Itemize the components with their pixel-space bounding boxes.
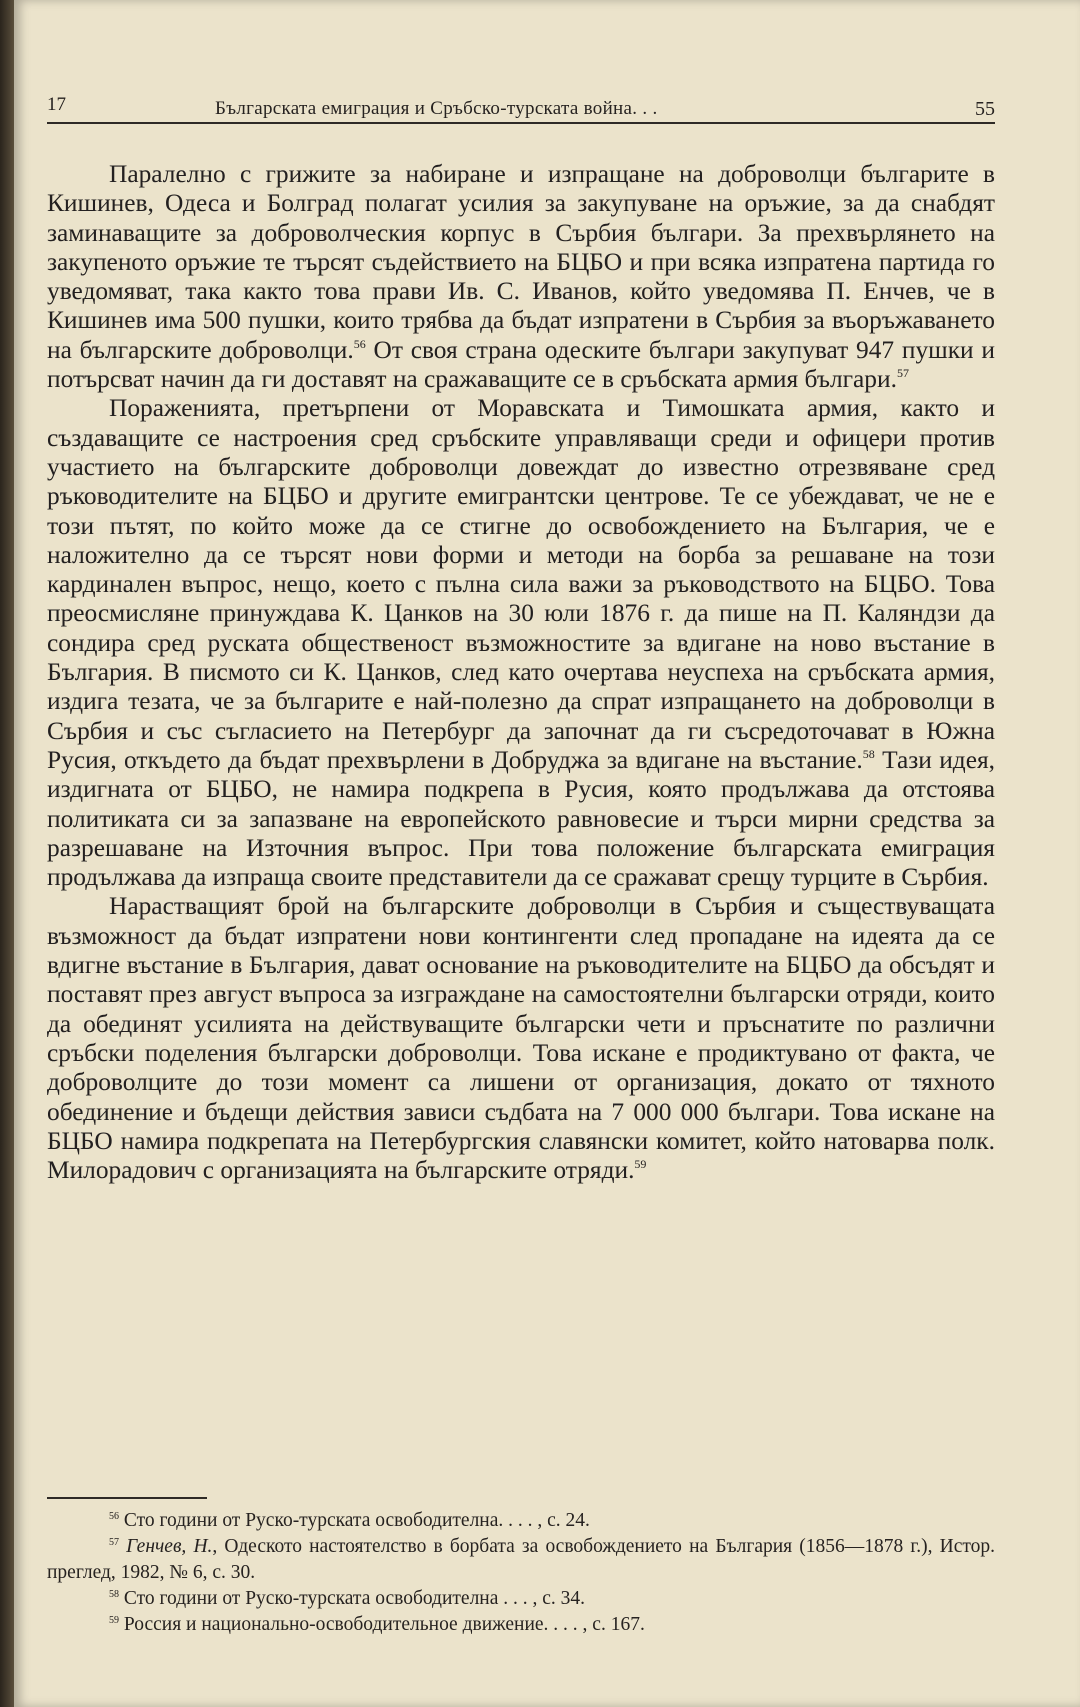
footnote-text: Россия и национально-освободительное движение. . . . , с. 167. — [123, 1614, 645, 1635]
paragraph-text: Паралелно с грижите за набиране и изпращане на доброволци българите в Кишинев, Одеса и Болград полагат усилия за закупуване на оръжие, за да снабдят заминаващите за доброволческия корпус в Сърбия българи. За прехвърлянето на закупеното оръжие те търсят съдействието на БЦБО и при всяка изпратена партида го уведомяват, така както това прави Ив. С. Иванов, който уведомява П. Енчев, че в Кишинев има 500 пушки, които трябва да бъдат изпратени в Сърбия за въоръжаването на българските доброволци. — [47, 160, 995, 364]
main-text — [47, 160, 995, 1185]
footnote-ref-59: 59 — [634, 1157, 647, 1172]
paragraph-1 — [47, 160, 995, 394]
footnote-text: , Одеското настоятелство в борбата за освобождението на България (1856—1878 г.), Истор. преглед, 1982, № 6, с. 30. — [47, 1536, 995, 1583]
footnote-56 — [47, 1508, 995, 1534]
footnote-author: Генчев, Н. — [126, 1536, 213, 1557]
footnote-number: 58 — [109, 1589, 119, 1600]
footnotes — [47, 1508, 995, 1638]
footnote-ref-58: 58 — [862, 746, 875, 761]
footnote-separator — [47, 1497, 207, 1499]
running-title: Българската емиграция и Сръбско-турската война. . . — [215, 98, 658, 119]
paragraph-text: Нарастващият брой на българските доброволци в Сърбия и съществуващата възможност да бъдат изпратени нови контингенти след пропадане на идеята да се вдигне въстание в България, дават основание на ръководителите на БЦБО да обсъдят и поставят през август въпроса за изграждане на самостоятелни български отряди, които да обединят усилията на действуващите български чети и пръснатите по различни сръбски поделения български доброволци. Това искане е продиктувано от факта, че доброволците до този момент са лишени от организация, докато от тяхното обединение и бъдещи действия зависи съдбата на 7 000 000 българи. Това искане на БЦБО намира подкрепата на Петербургския славянски комитет, който натоварва полк. Милорадович с организацията на българските отряди. — [47, 892, 995, 1185]
footnote-number: 57 — [109, 1537, 119, 1548]
book-spine-shadow — [0, 0, 14, 1707]
footnote-58 — [47, 1586, 995, 1612]
paragraph-text: Пораженията, претърпени от Моравската и Тимошката армия, както и създаващите се настроения сред сръбските управляващи среди и офицери против участието на българските доброволци довеждат до известно отрезвяване сред ръководителите на БЦБО и другите емигрантски центрове. Те се убеждават, че не е този пътят, по който може да се стигне до освобождението на България, че е наложително да се търсят нови форми и методи на борба за решаване на този кардинален въпрос, нещо, което с пълна сила важи за ръководството на БЦБО. Това преосмисляне принуждава К. Цанков на 30 юли 1876 г. да пише на П. Каляндзи да сондира сред руската общественост възможностите за вдигане на ново въстание в България. В писмото си К. Цанков, след като очертава неуспеха на сръбската армия, издига тезата, че за българите е най-полезно да спрат изпращането на доброволци в Сърбия и със съгласието на Петербург да започнат да ги съсредоточават в Южна Русия, откъдето да бъдат прехвърлени в Добруджа за вдигане на въстание. — [47, 394, 995, 774]
header-left-number: 17 — [47, 94, 66, 115]
footnote-number: 59 — [109, 1615, 119, 1626]
running-header — [47, 92, 995, 122]
footnote-text: Сто години от Руско-турската освободителна. . . . , с. 24. — [123, 1510, 590, 1531]
footnote-ref-57: 57 — [896, 366, 909, 381]
page-number: 55 — [975, 98, 995, 120]
footnote-ref-56: 56 — [353, 336, 366, 351]
footnote-59 — [47, 1612, 995, 1638]
paragraph-2 — [47, 394, 995, 892]
paragraph-3 — [47, 892, 995, 1185]
paragraph-text: Тази идея, издигната от БЦБО, не намира подкрепа в Русия, която продължава да отстоява политиката си за запазване на европейското равновесие и търси мирни средства за разрешаване на Източния въпрос. При това положение българската емиграция продължава да изпраща своите представители да се сражават срещу турците в Сърбия. — [47, 745, 995, 892]
footnote-number: 56 — [109, 1511, 119, 1522]
paragraph-text: От своя страна одеските българи закупуват 947 пушки и потърсват начин да ги доставят на сражаващите се в сръбската армия българи. — [47, 335, 995, 394]
book-page — [14, 0, 1080, 1707]
footnote-text: Сто години от Руско-турската освободителна . . . , с. 34. — [123, 1588, 586, 1609]
footnote-57 — [47, 1534, 995, 1586]
header-rule — [47, 122, 995, 124]
